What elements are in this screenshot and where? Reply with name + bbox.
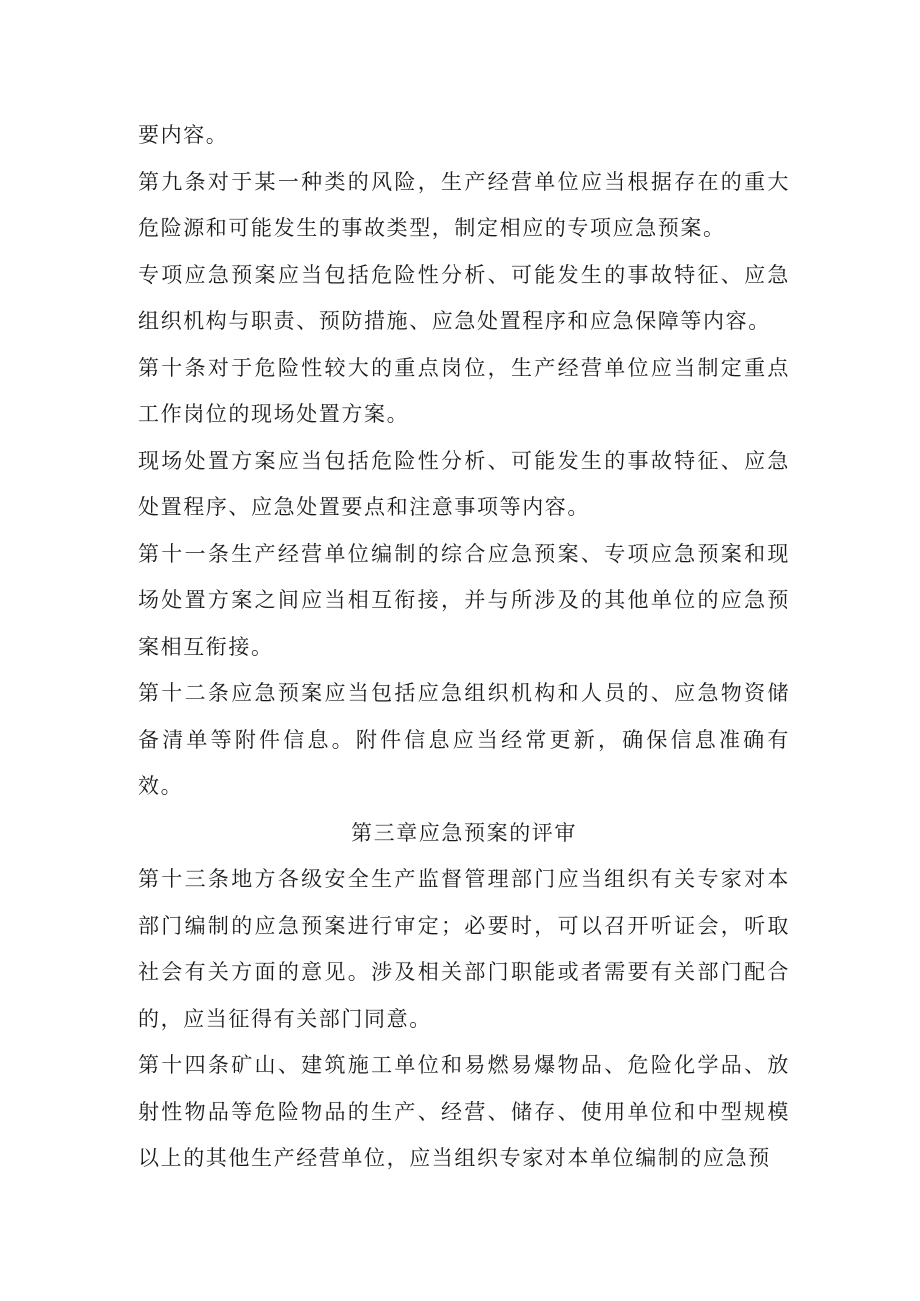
paragraph-special-plan: 专项应急预案应当包括危险性分析、可能发生的事故特征、应急组织机构与职责、预防措施、应急处置程序和应急保障等内容。 [138,262,790,333]
paragraph-article-13: 第十三条地方各级安全生产监督管理部门应当组织有关专家对本部门编制的应急预案进行审定；必要时，可以召开听证会，听取社会有关方面的意见。涉及相关部门职能或者需要有关部门配合的，应当征得有关部门同意。 [138,867,790,1031]
paragraph-article-11: 第十一条生产经营单位编制的综合应急预案、专项应急预案和现场处置方案之间应当相互衔接，并与所涉及的其他单位的应急预案相互衔接。 [138,541,790,659]
paragraph-article-10: 第十条对于危险性较大的重点岗位，生产经营单位应当制定重点工作岗位的现场处置方案。 [138,355,790,426]
paragraph-continuation: 要内容。 [138,123,229,147]
chapter-heading: 第三章应急预案的评审 [351,820,577,845]
document-body [138,112,790,1182]
paragraph-article-12: 第十二条应急预案应当包括应急组织机构和人员的、应急物资储备清单等附件信息。附件信息应当经常更新，确保信息准确有效。 [138,681,790,798]
paragraph-onsite-plan: 现场处置方案应当包括危险性分析、可能发生的事故特征、应急处置程序、应急处置要点和注意事项等内容。 [138,448,790,519]
paragraph-article-9: 第九条对于某一种类的风险，生产经营单位应当根据存在的重大危险源和可能发生的事故类型，制定相应的专项应急预案。 [138,169,790,240]
paragraph-article-14: 第十四条矿山、建筑施工单位和易燃易爆物品、危险化学品、放射性物品等危险物品的生产、经营、储存、使用单位和中型规模以上的其他生产经营单位，应当组织专家对本单位编制的应急预 [138,1053,790,1170]
